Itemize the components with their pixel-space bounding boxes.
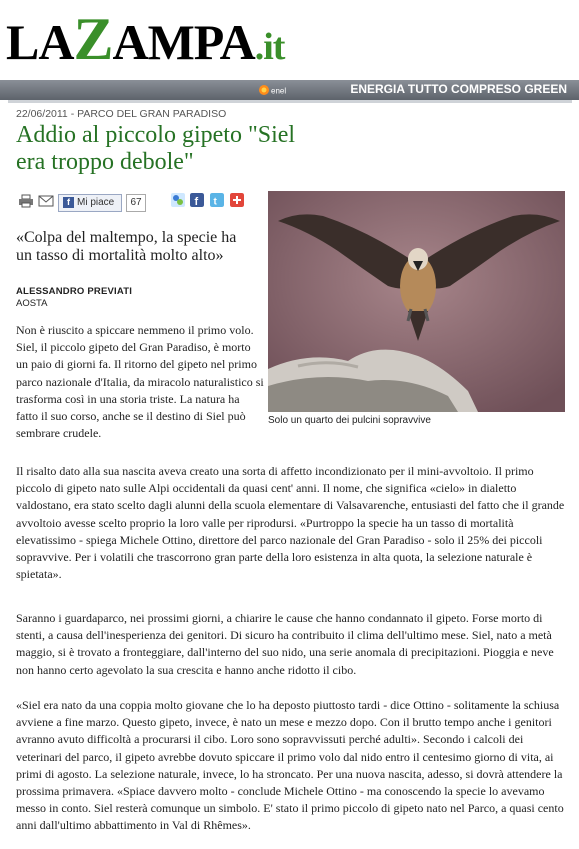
pull-quote: «Colpa del maltempo, la specie ha un tasso di mortalità molto alto» [16, 229, 237, 264]
article-paragraph: Saranno i guardaparco, nei prossimi giorni, a chiarire le cause che hanno condannato il gipeto. Forse morto di stenti, a causa dell'inesperienza dei genitori. Di sicuro ha contribuito il clima dell'ultimo mese. Siel, nato a metà maggio, si è trovato a fronteggiare, dall'interno del suo nido, una serie anomala di precipitazioni. Pioggia e neve non hanno certo agevolato la sua crescita e hanno anche ridotto il cibo. [16, 611, 554, 677]
dateline-place: AOSTA [16, 298, 48, 309]
photo-caption: Solo un quarto dei pulcini sopravvive [268, 415, 431, 426]
article-paragraph: «Siel era nato da una coppia molto giovane che lo ha deposto piuttosto tardi - dice Ottino - solitamente la schiusa avviene a fine marzo. Questo gipeto, invece, è nato un mese e mezzo dopo. Con il brutto tempo anche i genitori avranno avuto difficoltà a procurarsi il cibo. Loro sono sopravvissuti perché adulti». Secondo i calcoli dei veterinari del parco, il gipeto avrebbe dovuto spiccare il primo volo dal nido entro il centesimo giorno di vita, ai primi di agosto. La selezione naturale, invece, lo ha stroncato. Per una nuova nascita, adesso, si dovrà attendere la prossima primavera. «Spiace davvero molto - conclude Michele Ottino - ma conoscendo la specie lo avevamo messo in conto. Siel resterà comunque un simbolo. E' stato il primo piccolo di gipeto nato nel Parco, a quasi cento anni dall'ultimo abbattimento in Val di Rhêmes». [16, 698, 564, 833]
plus-share-icon[interactable] [230, 193, 244, 207]
logo-ampa: AMPA [112, 14, 255, 70]
article-headline: Addio al piccolo gipeto "Siel era troppo debole" [16, 122, 296, 175]
facebook-like-button[interactable] [58, 194, 122, 212]
logo-la: LA [6, 14, 74, 70]
facebook-share-icon[interactable] [190, 193, 204, 207]
twitter-icon[interactable] [210, 193, 224, 207]
svg-text:t: t [213, 196, 217, 207]
facebook-like-icon: f [63, 197, 74, 208]
author-name: ALESSANDRO PREVIATI [16, 286, 133, 297]
banner-text: ENERGIA TUTTO COMPRESO GREEN [350, 82, 567, 96]
logo-dot-it: .it [254, 26, 285, 68]
article-paragraph: Il risalto dato alla sua nascita aveva creato una sorta di affetto incondizionato per il mini-avvoltoio. Il primo piccolo di gipeto nato sulle Alpi occidentali da quasi cent' anni. Il nome, che significa «cielo» in dialetto valdostano, era stato scelto dagli alunni della scuola elementare di Valsavarenche, entusiasti del fatto che il grande avvoltoio avesse scelto proprio la loro valle per riprodursi. «Purtroppo la specie ha un tasso di mortalità elevatissimo - spiega Michele Ottino, direttore del parco nazionale del Gran Paradiso - solo il 25% dei piccoli sopravvive. Per i volatili che trascorrono gran parte della loro esistenza in alta quota, la selezione naturale è spietata». [16, 464, 565, 582]
like-label: Mi piace [77, 197, 115, 208]
site-logo[interactable] [4, 0, 424, 70]
dateline: 22/06/2011 - PARCO DEL GRAN PARADISO [16, 108, 227, 120]
email-icon[interactable] [38, 194, 54, 208]
banner-logo-text: enel [271, 86, 287, 96]
energy-banner[interactable] [0, 80, 579, 100]
enel-logo-icon [258, 83, 292, 97]
vulture-photo-illustration [268, 191, 565, 412]
like-count: 67 [126, 194, 146, 212]
article-photo [268, 191, 565, 412]
divider [8, 100, 572, 103]
article-paragraph: Non è riuscito a spiccare nemmeno il primo volo. Siel, il piccolo gipeto del Gran Paradiso, è morto un paio di giorni fa. Il ritorno del gipeto nel primo parco nazionale d'Italia, da miracolo naturalistico si trasforma così in una storia triste. La natura ha fatto il suo corso, anche se il destino di Siel può sembrare crudele. [16, 323, 264, 441]
logo-z: Z [73, 6, 113, 72]
print-icon[interactable] [18, 194, 34, 208]
delicious-icon[interactable] [171, 193, 185, 207]
svg-text:f: f [194, 196, 199, 207]
